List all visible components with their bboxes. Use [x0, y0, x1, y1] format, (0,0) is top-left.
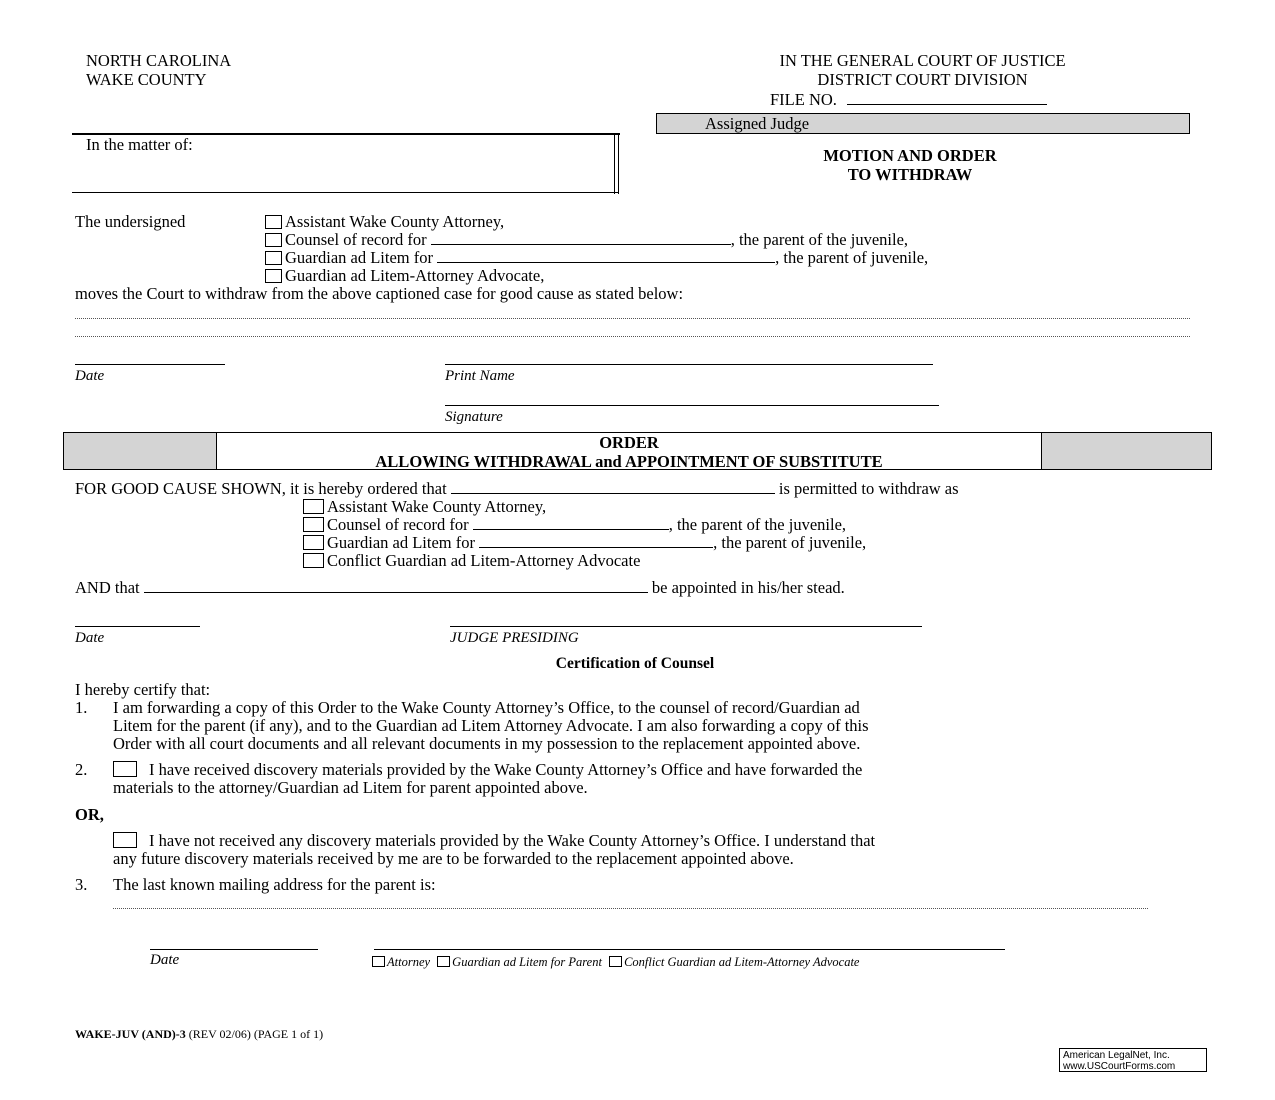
caption-divider-2 — [618, 134, 619, 194]
motion-option-asst-attorney — [265, 213, 504, 231]
order-option-3-suffix: , the parent of juvenile, — [713, 533, 867, 552]
certify-intro: I hereby certify that: — [75, 680, 211, 699]
motion-option-2-suffix: , the parent of the juvenile, — [730, 230, 909, 249]
file-no — [770, 91, 1047, 109]
motion-gal-parent-field[interactable] — [437, 250, 775, 263]
county-label: WAKE COUNTY — [86, 70, 207, 89]
motion-date-line[interactable] — [75, 364, 225, 365]
order-option-conflict-gal — [303, 552, 640, 570]
court-line-2: DISTRICT COURT DIVISION — [817, 70, 1028, 89]
and-that-prefix: AND that — [75, 578, 140, 597]
print-name-line[interactable] — [445, 364, 933, 365]
order-banner-left — [63, 432, 217, 470]
cert-date-label: Date — [150, 952, 180, 968]
order-title-1: ORDER — [599, 433, 659, 452]
state-label: NORTH CAROLINA — [86, 51, 232, 70]
motion-option-1-text: Assistant Wake County Attorney, — [285, 212, 505, 231]
cert-item-1-text-1: I am forwarding a copy of this Order to the Wake County Attorney’s Office, to the counsel of record/Guardian ad — [113, 698, 860, 717]
order-option-4-text: Conflict Guardian ad Litem-Attorney Advocate — [327, 551, 641, 570]
motion-option-2-prefix: Counsel of record for — [285, 230, 427, 249]
form-id-code: WAKE-JUV (AND)-3 — [75, 1027, 186, 1041]
role-conflict-label: Conflict Guardian ad Litem-Attorney Advocate — [624, 955, 860, 969]
and-that-suffix: be appointed in his/her stead. — [651, 578, 845, 597]
cert-item-2-text-1: I have received discovery materials provided by the Wake County Attorney’s Office and have forwarded the — [149, 760, 863, 779]
order-checkbox-asst-attorney[interactable] — [303, 499, 324, 514]
signature-line[interactable] — [445, 405, 939, 406]
assigned-judge-label: Assigned Judge — [705, 114, 810, 133]
motion-date-label: Date — [75, 368, 105, 384]
role-attorney-label: Attorney — [387, 955, 431, 969]
cert-item-3-number: 3. — [75, 875, 88, 894]
cert-item-1-number: 1. — [75, 698, 88, 717]
form-id — [75, 1025, 323, 1043]
assigned-judge-box[interactable] — [656, 113, 1190, 134]
withdrawing-party-field[interactable] — [451, 481, 775, 494]
good-cause-suffix: is permitted to withdraw as — [778, 479, 959, 498]
undersigned-label: The undersigned — [75, 212, 186, 231]
order-checkbox-counsel[interactable] — [303, 517, 324, 532]
order-title-2: ALLOWING WITHDRAWAL and APPOINTMENT OF SUBSTITUTE — [375, 452, 883, 471]
certification-title: Certification of Counsel — [555, 655, 715, 672]
motion-title-2: TO WITHDRAW — [847, 165, 973, 184]
court-line-1: IN THE GENERAL COURT OF JUSTICE — [779, 51, 1066, 70]
discovery-received-checkbox[interactable] — [113, 761, 137, 777]
cert-item-3-text: The last known mailing address for the parent is: — [113, 875, 436, 894]
form-revision: (REV 02/06) (PAGE 1 of 1) — [188, 1027, 324, 1041]
order-option-gal — [303, 534, 866, 552]
role-gal-checkbox[interactable] — [437, 956, 450, 967]
order-option-asst-attorney — [303, 498, 546, 516]
motion-counsel-parent-field[interactable] — [431, 232, 731, 245]
judge-signature-line[interactable] — [450, 626, 922, 627]
vendor-name: American LegalNet, Inc. — [1063, 1050, 1170, 1061]
moves-text: moves the Court to withdraw from the above captioned case for good cause as stated below: — [75, 284, 684, 303]
order-option-2-suffix: , the parent of the juvenile, — [668, 515, 847, 534]
order-option-1-text: Assistant Wake County Attorney, — [327, 497, 547, 516]
order-gal-parent-field[interactable] — [479, 535, 713, 548]
motion-checkbox-asst-attorney[interactable] — [265, 215, 282, 229]
cert-item-2-number: 2. — [75, 760, 88, 779]
role-conflict-checkbox[interactable] — [609, 956, 622, 967]
motion-option-gal-advocate — [265, 267, 544, 285]
judge-presiding-label: JUDGE PRESIDING — [450, 630, 579, 646]
order-option-2-prefix: Counsel of record for — [327, 515, 469, 534]
file-no-field[interactable] — [847, 92, 1047, 105]
order-option-counsel — [303, 516, 846, 534]
cert-alt-line-1 — [113, 832, 875, 850]
motion-checkbox-counsel[interactable] — [265, 233, 282, 247]
motion-option-3-suffix: , the parent of juvenile, — [775, 248, 929, 267]
cert-alt-text-1: I have not received any discovery materials provided by the Wake County Attorney’s Office. I understand that — [149, 831, 876, 850]
good-cause-line-2[interactable] — [75, 336, 1190, 337]
cert-alt-line-2: any future discovery materials received by me are to be forwarded to the replacement appointed above. — [113, 849, 794, 868]
good-cause-prefix: FOR GOOD CAUSE SHOWN, it is hereby ordered that — [75, 479, 447, 498]
signature-label: Signature — [445, 409, 503, 425]
motion-title-1: MOTION AND ORDER — [823, 146, 997, 165]
cert-role-options — [372, 953, 859, 971]
good-cause-shown — [75, 480, 959, 498]
order-banner-right — [1041, 432, 1212, 470]
cert-signature-line[interactable] — [374, 949, 1005, 950]
motion-option-3-prefix: Guardian ad Litem for — [285, 248, 433, 267]
matter-field-line[interactable] — [72, 192, 618, 193]
cert-item-2-line-1 — [75, 761, 862, 779]
caption-divider-1 — [614, 134, 615, 194]
good-cause-line-1[interactable] — [75, 318, 1190, 319]
file-no-label: FILE NO. — [770, 90, 837, 109]
motion-option-gal — [265, 249, 928, 267]
order-date-label: Date — [75, 630, 105, 646]
cert-item-1-line-1 — [75, 699, 860, 717]
cert-item-2-line-2: materials to the attorney/Guardian ad Litem for parent appointed above. — [113, 778, 588, 797]
motion-option-counsel — [265, 231, 908, 249]
order-banner-title — [216, 432, 1042, 470]
role-gal-label: Guardian ad Litem for Parent — [452, 955, 602, 969]
or-label: OR, — [75, 805, 104, 824]
motion-option-4-text: Guardian ad Litem-Attorney Advocate, — [285, 266, 545, 285]
parent-address-line[interactable] — [113, 908, 1148, 909]
motion-checkbox-gal[interactable] — [265, 251, 282, 265]
vendor-url: www.USCourtForms.com — [1063, 1061, 1176, 1072]
cert-date-line[interactable] — [150, 949, 318, 950]
order-date-line[interactable] — [75, 626, 200, 627]
order-checkbox-gal[interactable] — [303, 535, 324, 550]
print-name-label: Print Name — [445, 368, 515, 384]
cert-item-3 — [75, 876, 436, 894]
cert-item-1-line-3: Order with all court documents and all relevant documents in my possession to the replacement appointed above. — [113, 734, 861, 753]
order-counsel-parent-field[interactable] — [473, 517, 669, 530]
role-attorney-checkbox[interactable] — [372, 956, 385, 967]
order-option-3-prefix: Guardian ad Litem for — [327, 533, 475, 552]
vendor-stamp — [1059, 1048, 1207, 1072]
order-checkbox-conflict-gal[interactable] — [303, 553, 324, 568]
motion-checkbox-gal-advocate[interactable] — [265, 269, 282, 283]
and-that — [75, 579, 845, 597]
substitute-field[interactable] — [144, 580, 648, 593]
in-the-matter-label: In the matter of: — [86, 135, 193, 154]
discovery-not-received-checkbox[interactable] — [113, 832, 137, 848]
cert-item-1-line-2: Litem for the parent (if any), and to the Guardian ad Litem Attorney Advocate. I am also forwarding a copy of this — [113, 716, 869, 735]
